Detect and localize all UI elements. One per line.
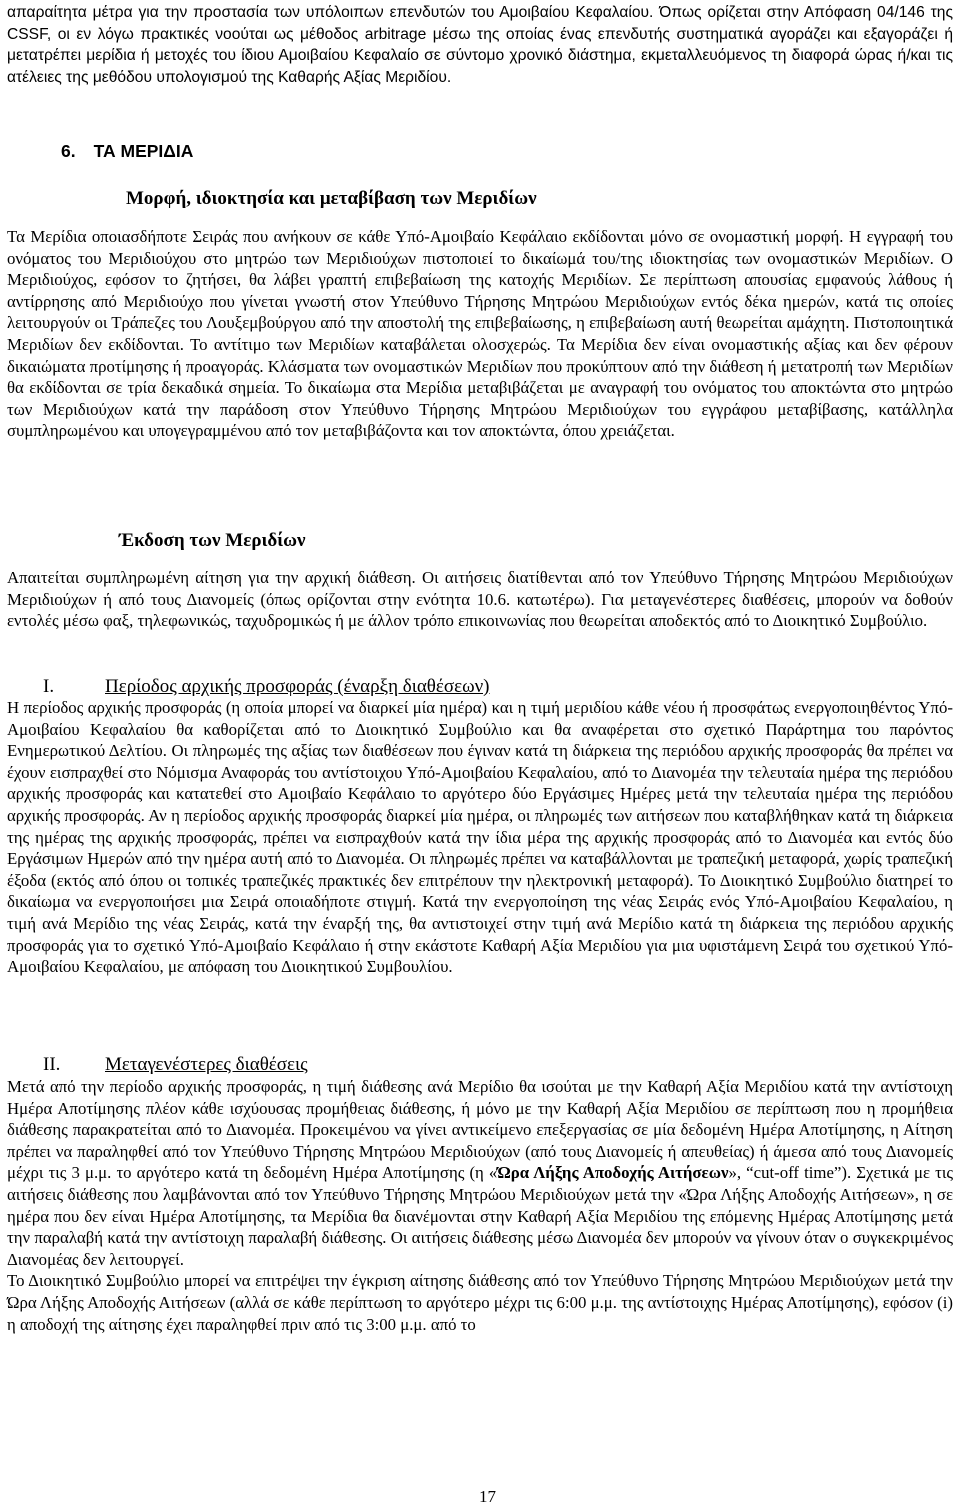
subsection-issue-title: Έκδοση των Μεριδίων bbox=[119, 530, 306, 551]
page-number: 17 bbox=[479, 1487, 496, 1506]
intro-block bbox=[7, 2, 953, 88]
subsection-form-paragraph: Τα Μερίδια οποιασδήποτε Σειράς που ανήκουν σε κάθε Υπό-Αμοιβαίο Κεφάλαιο εκδίδονται μόνο σε ονομαστική μορφή. Η εγγραφή του ονόματος του Μεριδιούχου στο μητρώο των Μεριδιούχων πιστοποιεί το δικαίωμά του/της ιδιοκτησίας των ονομαστικών Μεριδίων. Ο Μεριδιούχος, εφόσον το ζητήσει, θα λάβει γραπτή επιβεβαίωση της κατοχής Μεριδίων. Σε περίπτωση απουσίας εμφανούς λάθους ή αντίρρησης από Μεριδιούχο που γίνεται γνωστή στον Υπεύθυνο Τήρησης Μητρώου Μεριδιούχων εντός δέκα ημερών, κατά τις οποίες λειτουργούν οι Τράπεζες του Λουξεμβούργου από την αποστολή της επιβεβαίωσης, η επιβεβαίωση αυτή θεωρείται αμάχητη. Πιστοποιητικά Μεριδίων δεν εκδίδονται. Το αντίτιμο των Μεριδίων καταβάλεται ολοσχερώς. Τα Μερίδια δεν είναι ονομαστικής αξίας και δεν φέρουν δικαιώματα προτίμησης ή προαγοράς. Κλάσματα των ονομαστικών Μεριδίων που προκύπτουν από την διάθεση ή μετατροπή των Μεριδίων θα εκδίδονται σε τρία δεκαδικά σημεία. Το δικαίωμα στα Μερίδια μεταβιβάζεται με αναγραφή του ονόματος του αποκτώντα στο μητρώο των Μεριδιούχων κατά την παράδοση στον Υπεύθυνο Τήρησης Μητρώου Μεριδιούχων του εγγράφου μεταβίβασης, κατάλληλα συμπληρωμένου και υπογεγραμμένου από τον μεταβιβάζοντα και τον αποκτώντα, όπου χρειάζεται. bbox=[7, 227, 953, 441]
part-two-numeral: II. bbox=[43, 1054, 61, 1075]
subsection-issue-paragraph: Απαιτείται συμπληρωμένη αίτηση για την αρχική διάθεση. Οι αιτήσεις διατίθενται από τον Υπεύθυνο Τήρησης Μητρώου Μεριδιούχων Μεριδιούχων ή από τους Διανομείς (όπως ορίζονται στην ενότητα 10.6. κατωτέρω). Για μεταγενέστερες διαθέσεις, μπορούν να δοθούν εντολές μέσω φαξ, τηλεφωνικώς, ταχυδρομικώς ή με άλλον τρόπο επικοινωνίας που θεωρείται αποδεκτός από το Διοικητικό Συμβούλιο. bbox=[7, 568, 953, 631]
part-two-heading bbox=[43, 1054, 308, 1076]
part-two-text-b: », “cut-off time”). Σχετικά με τις αιτήσεις διάθεσης που λαμβάνονται από τον Υπεύθυνο Τήρησης Μητρώου Μεριδιούχων μετά την «Ώρα Λήξης Αποδοχής Αιτήσεων», η σε ημέρα που δεν είναι Ημέρα Αποτίμησης, τα Μερίδια θα διανέμονται στην Καθαρή Αξία Μεριδίου της επόμενης Ημέρας Αποτίμησης μετά την παραλαβή κατά την αντίστοιχη παραλαβή διάθεσης. Οι αιτήσεις διάθεσης μέσω Διανομέα δεν μπορούν να γίνουν όταν ο συγκεκριμένος Διανομέας δεν λειτουργεί. bbox=[7, 1163, 953, 1269]
part-two-paragraph-main bbox=[7, 1076, 953, 1270]
intro-paragraph: απαραίτητα μέτρα για την προστασία των υπόλοιπων επενδυτών του Αμοιβαίου Κεφαλαίου. Όπως ορίζεται στην Απόφαση 04/146 της CSSF, οι εν λόγω πρακτικές νοούται ως μέθοδος arbitrage μέσω της οποίας ένας επενδυτής συστηματικά αγοράζει και εξαγοράζει ή μετατρέπει μερίδια ή μετοχές του ίδιου Αμοιβαίου Κεφαλαίο σε σύντομο χρονικό διάστημα, εκμεταλλευόμενος τη διαφορά ώρας ή/και τις ατέλειες της μεθόδου υπολογισμού της Καθαρής Αξίας Μεριδίου. bbox=[7, 4, 953, 86]
part-two-text-a: Μετά από την περίοδο αρχικής προσφοράς, η τιμή διάθεσης ανά Μερίδιο θα ισούται με την Καθαρή Αξία Μεριδίου κατά την αντίστοιχη Ημέρα Αποτίμησης πλέον κάθε ισχύουσας προμήθειας διάθεσης, ή μόνο με την Καθαρή Αξία Μεριδίου σε περίπτωση που η προμήθεια διάθεσης παρακρατείται από το Διανομέα. Προκειμένου να γίνει αντικείμενο επεξεργασίας σε μία δεδομένη Ημέρα Αποτίμησης, η Αίτηση πρέπει να παραληφθεί από τον Υπεύθυνο Τήρησης Μητρώου Μεριδιούχων (από τους Διανομείς ή απευθείας) ή άμεσα από τους Διανομείς μέχρι τις 3 μ.μ. το αργότερο κατά τη δεδομένη Ημέρα Αποτίμησης (η « bbox=[7, 1077, 953, 1183]
section-number: 6. bbox=[61, 141, 76, 161]
part-one-numeral: I. bbox=[43, 676, 55, 697]
part-two-title: Μεταγενέστερες διαθέσεις bbox=[105, 1054, 308, 1075]
section-title: ΤΑ ΜΕΡΙΔΙΑ bbox=[93, 141, 194, 161]
part-two-paragraph-final: Το Διοικητικό Συμβούλιο μπορεί να επιτρέψει την έγκριση αίτησης διάθεσης από τον Υπεύθυνο Τήρησης Μητρώου Μεριδιούχων μετά την Ώρα Λήξης Αποδοχής Αιτήσεων (αλλά σε κάθε περίπτωση το αργότερο μέχρι τις 6:00 μ.μ. της αντίστοιχης Ημέρας Αποτίμησης), εφόσον (i) η αποδοχή της αίτησης έχει παραληφθεί πριν από τις 3:00 μ.μ. από το bbox=[7, 1271, 953, 1334]
part-one-heading bbox=[43, 676, 490, 698]
part-one-title: Περίοδος αρχικής προσφοράς (έναρξη διαθέσεων) bbox=[105, 676, 490, 697]
subsection-issue-block bbox=[7, 567, 953, 632]
part-one-block bbox=[7, 697, 953, 978]
subsection-form-title: Μορφή, ιδιοκτησία και μεταβίβαση των Μεριδίων bbox=[126, 188, 537, 209]
part-two-block bbox=[7, 1076, 953, 1335]
part-one-paragraph: Η περίοδος αρχικής προσφοράς (η οποία μπορεί να διαρκεί μία ημέρα) και η τιμή μεριδίου κάθε νέου ή προσφάτως ενεργοποιηθέντος Υπό-Αμοιβαίου Κεφαλαίου θα καθορίζεται από το Διοικητικό Συμβούλιο και θα αναφέρεται στο σχετικό Παράρτημα του παρόντος Ενημερωτικού Δελτίου. Οι πληρωμές της αξίας των διαθέσεων που έγιναν κατά τη διάρκεια της περιόδου αρχικής προσφοράς θα πρέπει να έχουν εισπραχθεί στο Νόμισμα Αναφοράς του αντίστοιχου Υπό-Αμοιβαίου Κεφαλαίου, από το Διανομέα την τελευταία ημέρα της περιόδου αρχικής προσφοράς και κατατεθεί στο Αμοιβαίο Κεφάλαιο το αργότερο δύο Εργάσιμες Ημέρες μετά την τελευταία ημέρα της περιόδου αρχικής προσφοράς. Αν η περίοδος αρχικής προσφοράς διαρκεί μία ημέρα, οι πληρωμές των αιτήσεων που καταβλήθηκαν κατά τη διάρκεια της ημέρας της αρχικής προσφοράς, πρέπει να εισπραχθούν κατά την ίδια μέρα της αρχικής προσφοράς από το Διανομέα και εντός δύο Εργάσιμων Ημερών από την ημέρα αυτή από το Διανομέα. Οι πληρωμές πρέπει να καταβάλλονται με τραπεζική μεταφορά, χωρίς τραπεζική έξοδα (εκτός από όπου οι τοπικές τραπεζικές πρακτικές δεν επιτρέπουν την ηλεκτρονική μεταφορά). Το Διοικητικό Συμβούλιο διατηρεί το δικαίωμα να ενεργοποιήσει μια Σειρά οποιαδήποτε στιγμή. Κατά την ενεργοποίηση της νέας Σειράς ενός Υπό-Αμοιβαίου Κεφαλαίου, η τιμή ανά Μερίδιο της νέας Σειράς, κατά την έναρξή της, θα αντιστοιχεί στην τιμή ανά Μερίδιο κατά τη διάρκεια της περιόδου αρχικής προσφοράς για το σχετικό Υπό-Αμοιβαίο Κεφάλαιο ή στην εκάστοτε Καθαρή Αξία Μεριδίου για μια υφιστάμενη Σειρά του σχετικού Υπό-Αμοιβαίου Κεφαλαίου, με απόφαση του Διοικητικού Συμβουλίου. bbox=[7, 698, 953, 977]
subsection-form-block bbox=[7, 226, 953, 442]
section-heading bbox=[61, 141, 193, 162]
cutoff-term: Ώρα Λήξης Αποδοχής Αιτήσεων bbox=[497, 1163, 729, 1183]
